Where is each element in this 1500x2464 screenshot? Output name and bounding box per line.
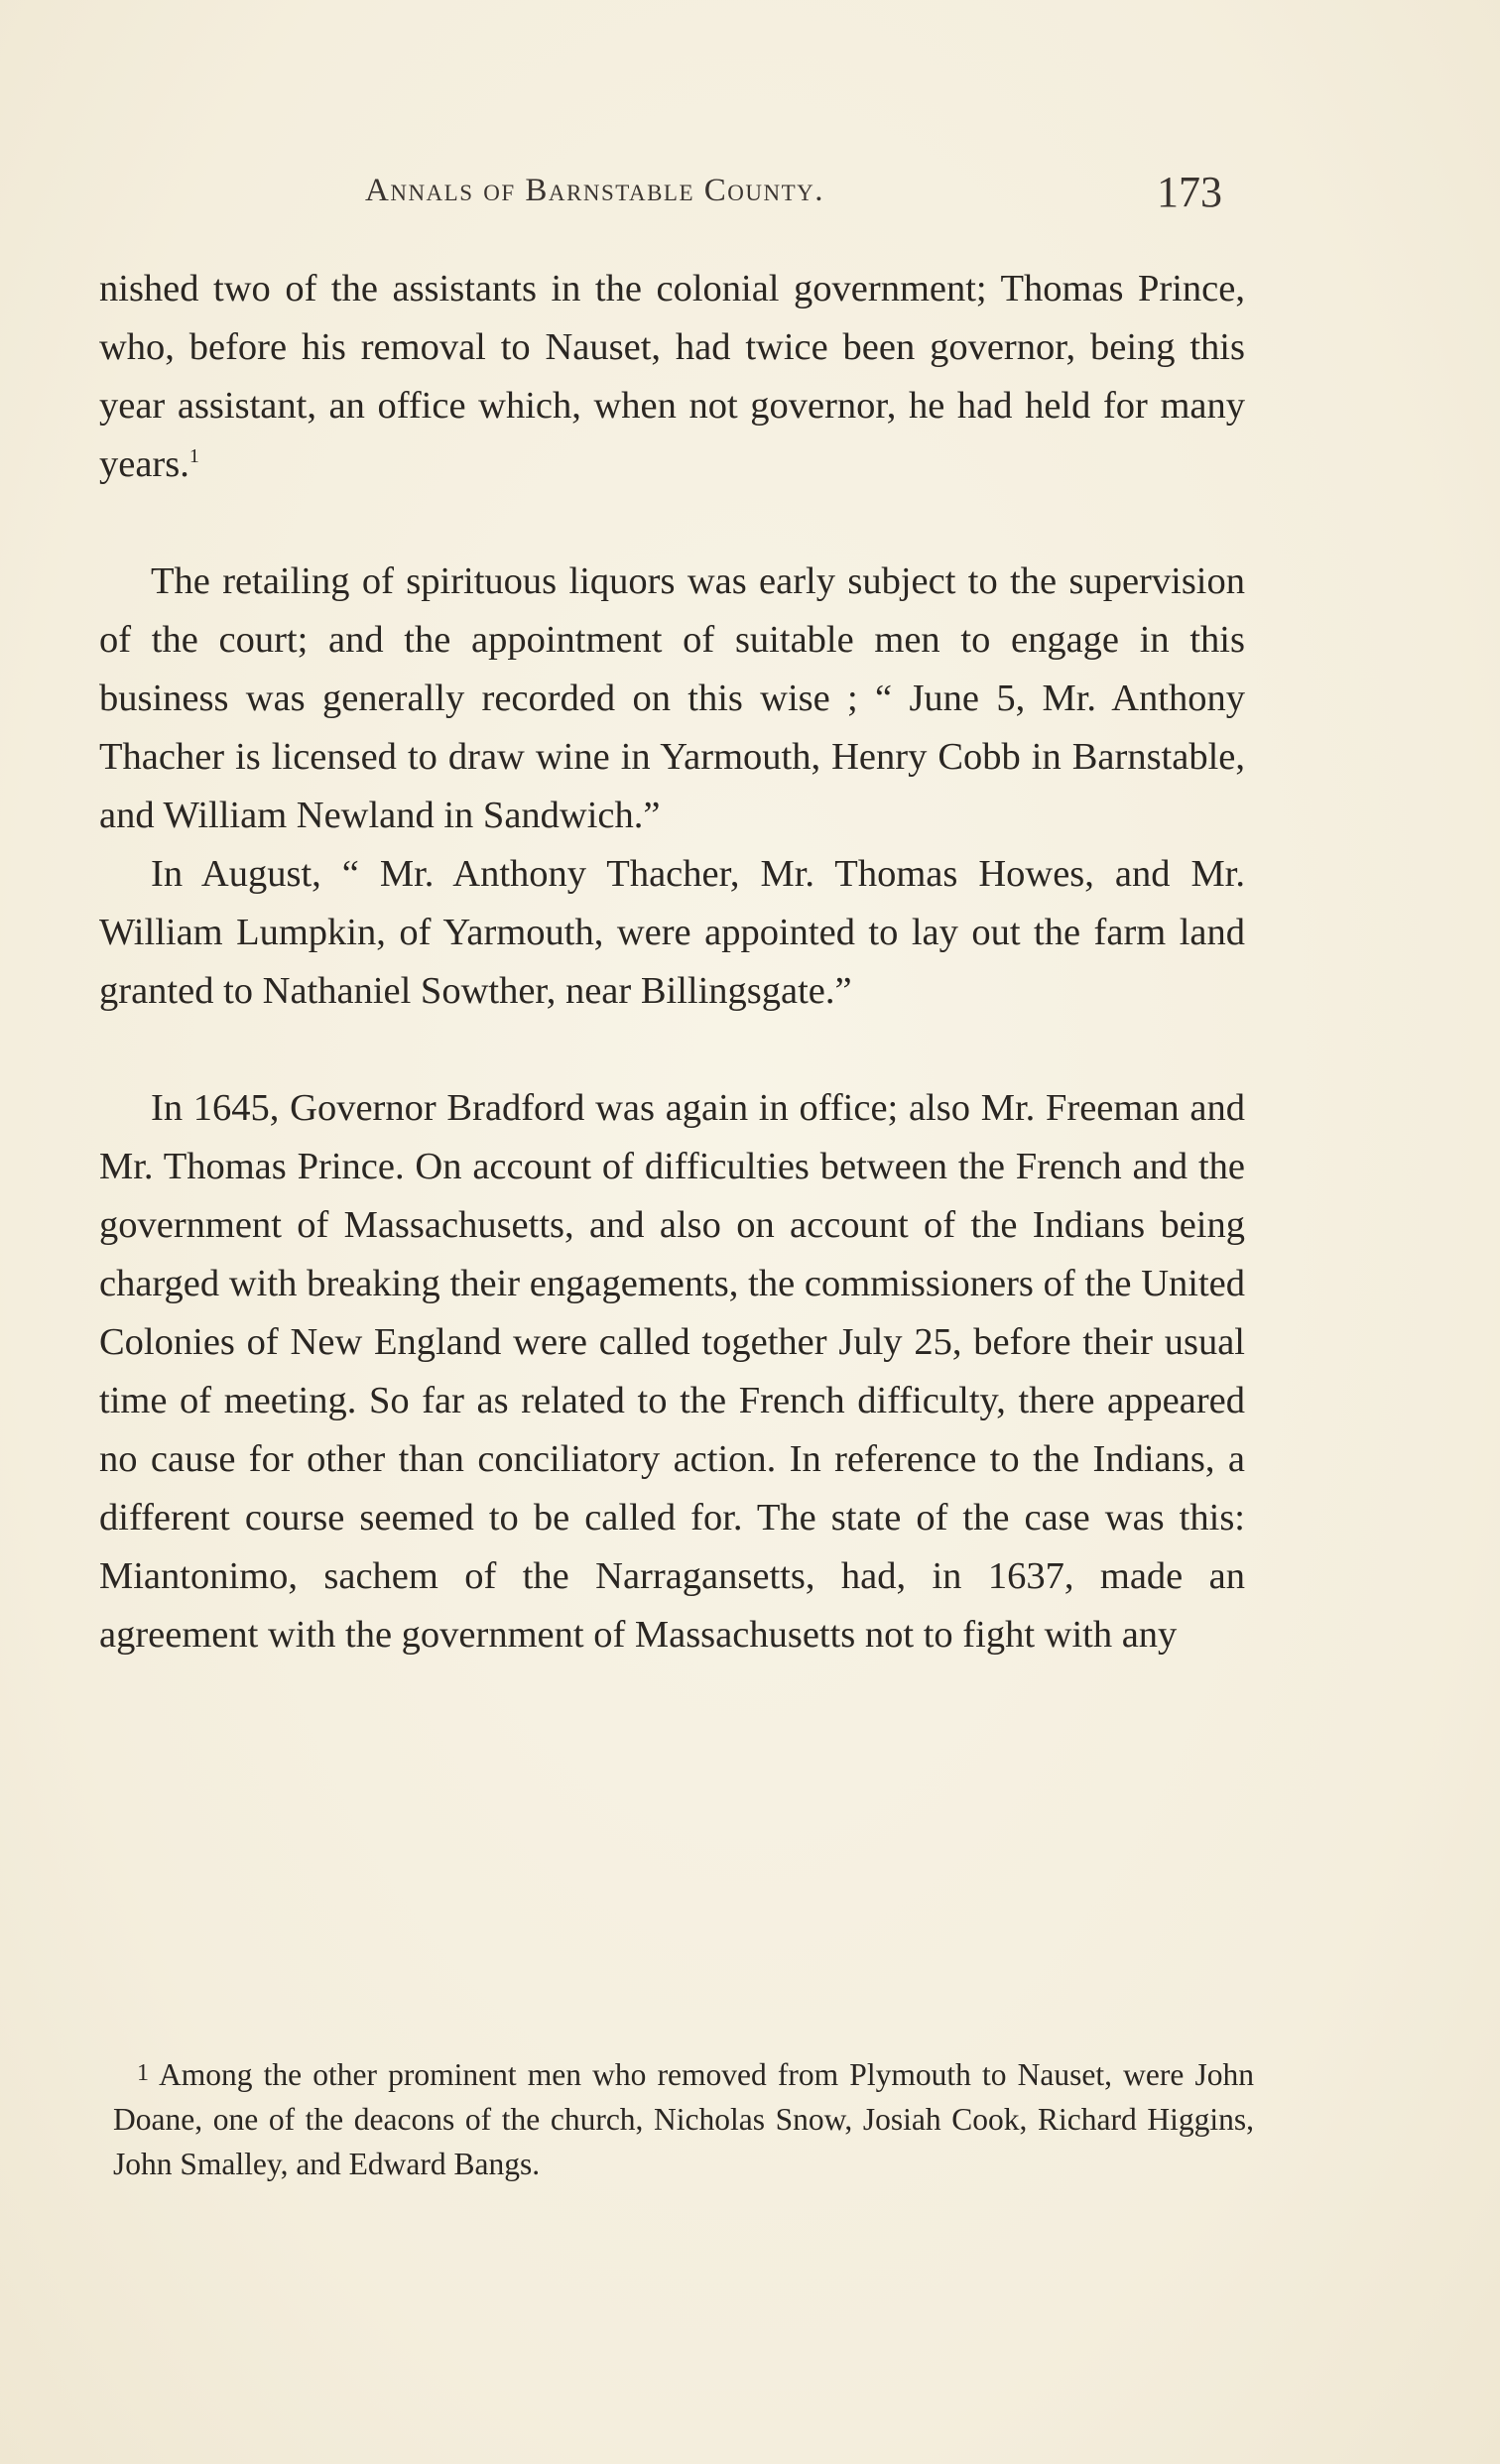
running-head <box>0 167 1500 216</box>
paragraph-continued <box>99 260 1245 494</box>
body-text <box>99 260 1245 1664</box>
footnote-number: 1 <box>137 2060 149 2086</box>
paragraph-text: nished two of the assistants in the colonial government; Thomas Prince, who, before his removal to Nauset, had twice been governor, being this year assistant, an office which, when not governor, he had held for many years. <box>99 268 1245 485</box>
footnote <box>113 2051 1254 2186</box>
paragraph-retailing: The retailing of spirituous liquors was early subject to the supervision of the court; and the appointment of suitable men to engage in this business was generally recorded on this wise ; “ June 5, Mr. Anthony Thacher is licensed to draw wine in Yarmouth, Henry Cobb in Barnstable, and William Newland in Sandwich.” <box>99 560 1245 836</box>
paragraph-august: In August, “ Mr. Anthony Thacher, Mr. Thomas Howes, and Mr. William Lumpkin, of Yarmouth, were appointed to lay out the farm land granted to Nathaniel Sowther, near Billingsgate.” <box>99 853 1245 1012</box>
footnote-reference: 1 <box>188 445 199 468</box>
page-number: 173 <box>1157 168 1222 216</box>
footnote-paragraph <box>113 2051 1254 2186</box>
running-title: Annals of Barnstable County. <box>365 173 825 208</box>
paragraph-1645: In 1645, Governor Bradford was again in office; also Mr. Freeman and Mr. Thomas Prince. On account of difficulties between the French and the government of Massachusetts, and also on account of the Indians being charged with breaking their engagements, the commissioners of the United Colonies of New England were called together July 25, before their usual time of meeting. So far as related to the French difficulty, there appeared no cause for other than conciliatory action. In reference to the Indians, a different course seemed to be called for. The state of the case was this: Miantonimo, sachem of the Narragansetts, had, in 1637, made an agreement with the government of Massachusetts not to fight with any <box>99 1087 1245 1656</box>
footnote-text: Among the other prominent men who removed from Plymouth to Nauset, were John Doane, one of the deacons of the church, Nicholas Snow, Josiah Cook, Richard Higgins, John Smalley, and Edward Bangs. <box>113 2057 1254 2181</box>
